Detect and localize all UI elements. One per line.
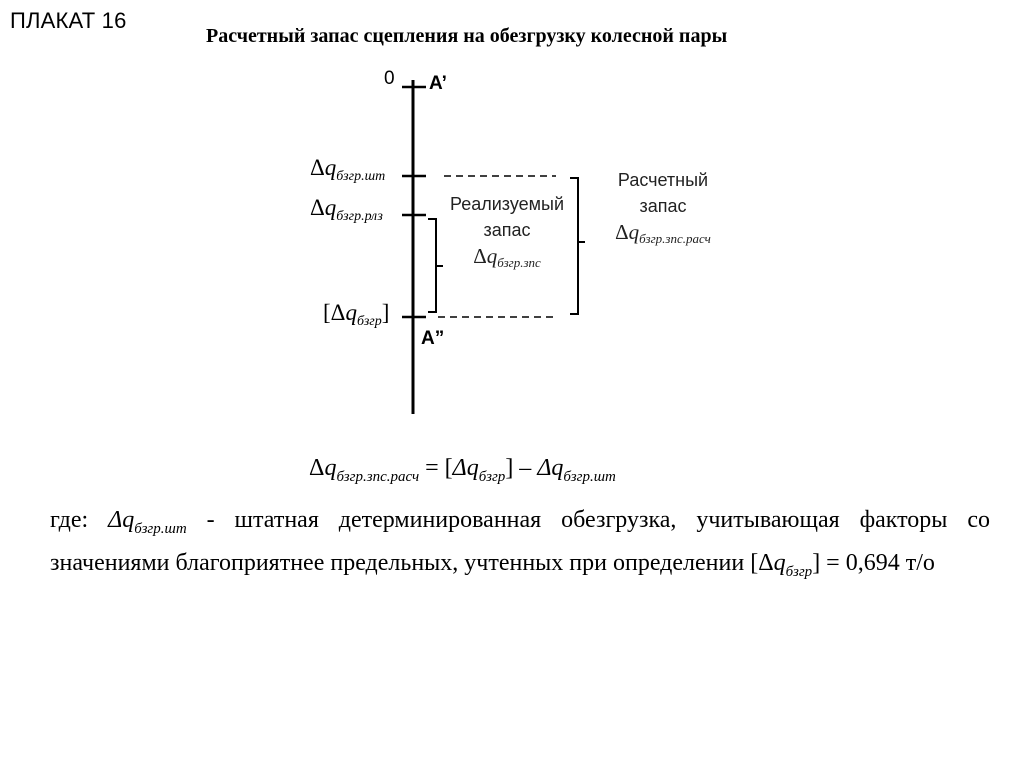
label-delta-q-limit: $[\Delta q_{бзгр}]$ [323,300,390,329]
poster-number: ПЛАКАТ 16 [10,8,127,33]
page-title: Расчетный запас сцепления на обезгрузку колесной пары [206,25,728,47]
point-a-double-prime-label: A” [421,328,445,349]
realized-margin-text: Реализуемый запас $\Delta q_{бзгр.зпс}$ [449,194,565,270]
label-delta-q-rlz: $\Delta q_{бзгр.рлз}$ [310,195,383,224]
axis-zero-label: 0 [384,68,395,89]
margin-formula: $\Delta q_{бзгр.зпс.расч} = [\Delta q_{бзгр}] - \Delta q_{бзгр.шт}$ [309,455,616,485]
label-delta-q-sht: $\Delta q_{бзгр.шт}$ [310,155,386,184]
calculated-margin-text: Расчетный запас $\Delta q_{бзгр.зпс.расч}$ [615,170,711,246]
formula-description: где: $\Delta q_{бзгр.шт}$ - штатная детерминированная обезгрузка, учитывающая факторы со значениями благоприятнее предельных, учтенных при определении $[\Delta q_{бзгр}] = 0,694$ т/о [50,507,990,580]
point-a-prime-label: A’ [429,73,447,94]
